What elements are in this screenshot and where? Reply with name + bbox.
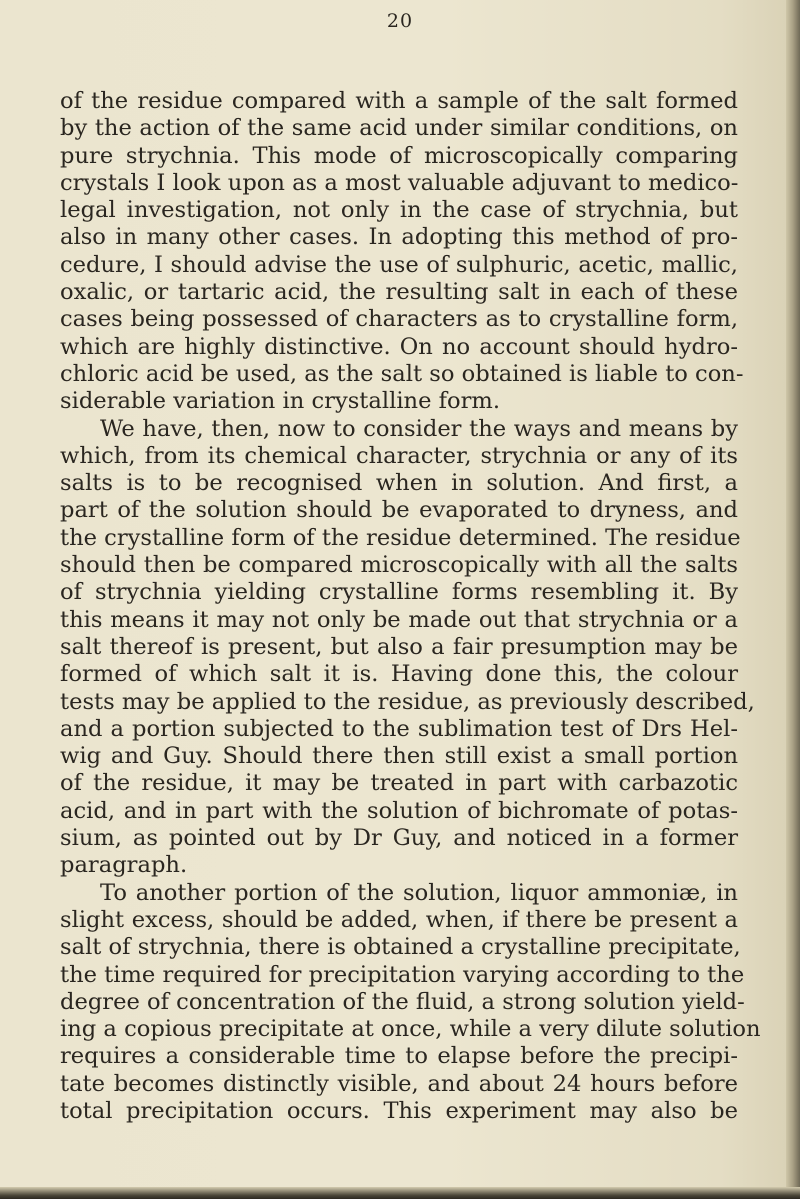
text-line: the time required for precipitation varying according to the	[60, 961, 745, 988]
text-line: salts is to be recognised when in solution. And first, a	[60, 470, 738, 497]
text-line: part of the solution should be evaporated to dryness, and	[60, 497, 738, 524]
text-line: paragraph.	[60, 852, 188, 879]
text-line: legal investigation, not only in the case of strychnia, but	[60, 197, 738, 224]
text-line: cases being possessed of characters as to crystalline form,	[60, 306, 738, 333]
text-line: sium, as pointed out by Dr Guy, and noticed in a former	[60, 825, 738, 852]
text-line: To another portion of the solution, liquor ammoniæ, in	[100, 879, 738, 906]
body-text	[60, 88, 761, 1125]
text-line: pure strychnia. This mode of microscopically comparing	[60, 142, 738, 169]
text-line: should then be compared microscopically with all the salts	[60, 552, 738, 579]
page-edge-shadow-right	[786, 0, 800, 1199]
text-line: which, from its chemical character, strychnia or any of its	[60, 442, 738, 469]
text-line: also in many other cases. In adopting this method of pro-	[60, 224, 738, 251]
text-line: and a portion subjected to the sublimation test of Drs Hel-	[60, 715, 738, 742]
text-line: salt thereof is present, but also a fair presumption may be	[60, 633, 738, 660]
text-line: slight excess, should be added, when, if there be present a	[60, 906, 738, 933]
text-line: crystals I look upon as a most valuable adjuvant to medico-	[60, 169, 739, 196]
text-line: by the action of the same acid under similar conditions, on	[60, 115, 738, 142]
text-line: formed of which salt it is. Having done this, the colour	[60, 661, 738, 688]
text-line: total precipitation occurs. This experiment may also be	[60, 1097, 738, 1124]
text-line: requires a considerable time to elapse before the precipi-	[60, 1043, 738, 1070]
text-line: this means it may not only be made out that strychnia or a	[60, 606, 738, 633]
text-line: which are highly distinctive. On no account should hydro-	[60, 333, 738, 360]
text-line: chloric acid be used, as the salt so obtained is liable to con-	[60, 360, 744, 387]
text-line: siderable variation in crystalline form.	[60, 388, 501, 415]
text-line: degree of concentration of the fluid, a strong solution yield-	[60, 988, 745, 1015]
text-line: the crystalline form of the residue determined. The residue	[60, 524, 741, 551]
text-line: tate becomes distinctly visible, and about 24 hours before	[60, 1070, 738, 1097]
text-line: We have, then, now to consider the ways and means by	[100, 415, 738, 442]
text-line: cedure, I should advise the use of sulphuric, acetic, mallic,	[60, 251, 738, 278]
text-line: ing a copious precipitate at once, while a very dilute solution	[60, 1016, 761, 1043]
text-line: oxalic, or tartaric acid, the resulting salt in each of these	[60, 279, 738, 306]
text-line: of strychnia yielding crystalline forms resembling it. By	[60, 579, 738, 606]
page-number: 20	[386, 10, 414, 32]
page-edge-shadow-bottom	[0, 1187, 800, 1199]
text-line: tests may be applied to the residue, as previously described,	[60, 688, 755, 715]
text-line: acid, and in part with the solution of bichromate of potas-	[60, 797, 738, 824]
text-line: salt of strychnia, there is obtained a crystalline precipitate,	[60, 934, 741, 961]
text-line: of the residue compared with a sample of the salt formed	[60, 88, 738, 114]
text-line: wig and Guy. Should there then still exist a small portion	[60, 743, 738, 770]
text-line: of the residue, it may be treated in part with carbazotic	[60, 770, 738, 797]
